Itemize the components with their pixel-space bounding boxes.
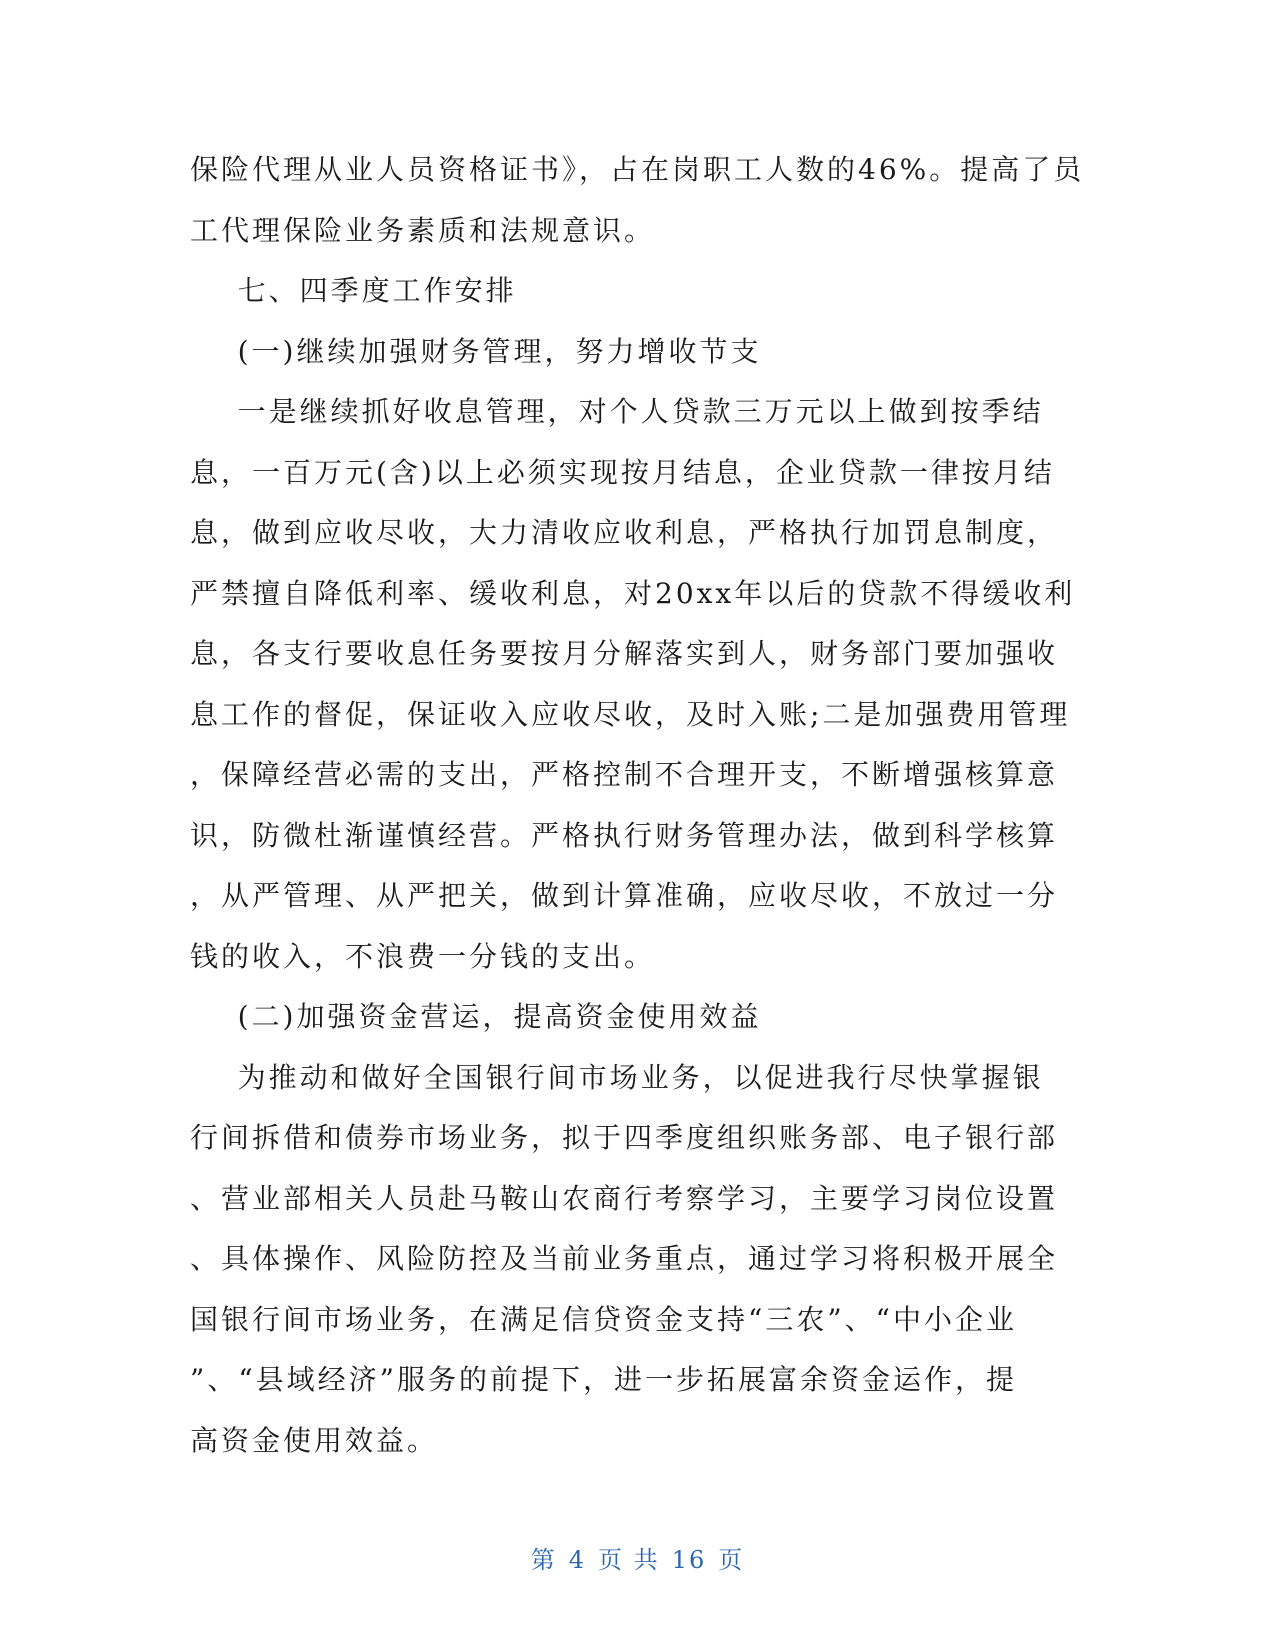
footer-middle: 页 共 — [598, 1546, 660, 1574]
text-line: 息，各支行要收息任务要按月分解落实到人，财务部门要加强收 — [190, 637, 1059, 670]
subsection-heading: (二)加强资金营运，提高资金使用效益 — [190, 1000, 762, 1033]
text-line: ，保障经营必需的支出，严格控制不合理开支，不断增强核算意 — [190, 758, 1059, 791]
text-line: 高资金使用效益。 — [190, 1423, 439, 1457]
text-line: 为推动和做好全国银行间市场业务，以促进我行尽快掌握银 — [190, 1060, 1044, 1094]
body-text — [190, 140, 1090, 1471]
text-line: 息，做到应收尽收，大力清收应收利息，严格执行加罚息制度， — [190, 516, 1059, 549]
section-heading: 七、四季度工作安排 — [190, 274, 517, 307]
text-line: 工代理保险业务素质和法规意识。 — [190, 213, 656, 247]
text-line: 、具体操作、风险防控及当前业务重点，通过学习将积极开展全 — [190, 1242, 1059, 1275]
text-line: 钱的收入，不浪费一分钱的支出。 — [190, 939, 656, 973]
text-line: 息，一百万元(含)以上必须实现按月结息，企业贷款一律按月结 — [190, 455, 1055, 489]
text-line: 一是继续抓好收息管理，对个人贷款三万元以上做到按季结 — [190, 395, 1044, 428]
text-line: 严禁擅自降低利率、缓收利息，对20xx年以后的贷款不得缓收利 — [190, 576, 1076, 610]
page-footer — [0, 1540, 1275, 1575]
text-line: 国银行间市场业务，在满足信贷资金支持“三农”、“中小企业 — [190, 1302, 1017, 1336]
text-line: 、营业部相关人员赴马鞍山农商行考察学习，主要学习岗位设置 — [190, 1181, 1059, 1215]
total-page-count: 16 — [671, 1546, 707, 1574]
text-line: 识，防微杜渐谨慎经营。严格执行财务管理办法，做到科学核算 — [190, 818, 1059, 852]
current-page-number: 4 — [568, 1546, 587, 1574]
footer-suffix: 页 — [718, 1546, 745, 1574]
text-line: 行间拆借和债券市场业务，拟于四季度组织账务部、电子银行部 — [190, 1121, 1059, 1154]
text-line: 保险代理从业人员资格证书》，占在岗职工人数的46%。提高了员 — [190, 153, 1085, 186]
text-line: ”、“县域经济”服务的前提下，进一步拓展富余资金运作，提 — [190, 1363, 1017, 1396]
subsection-heading: (一)继续加强财务管理，努力增收节支 — [190, 334, 762, 368]
text-line: 息工作的督促，保证收入应收尽收，及时入账;二是加强费用管理 — [190, 697, 1071, 731]
footer-prefix: 第 — [530, 1546, 557, 1574]
text-line: ，从严管理、从严把关，做到计算准确，应收尽收，不放过一分 — [190, 879, 1059, 912]
